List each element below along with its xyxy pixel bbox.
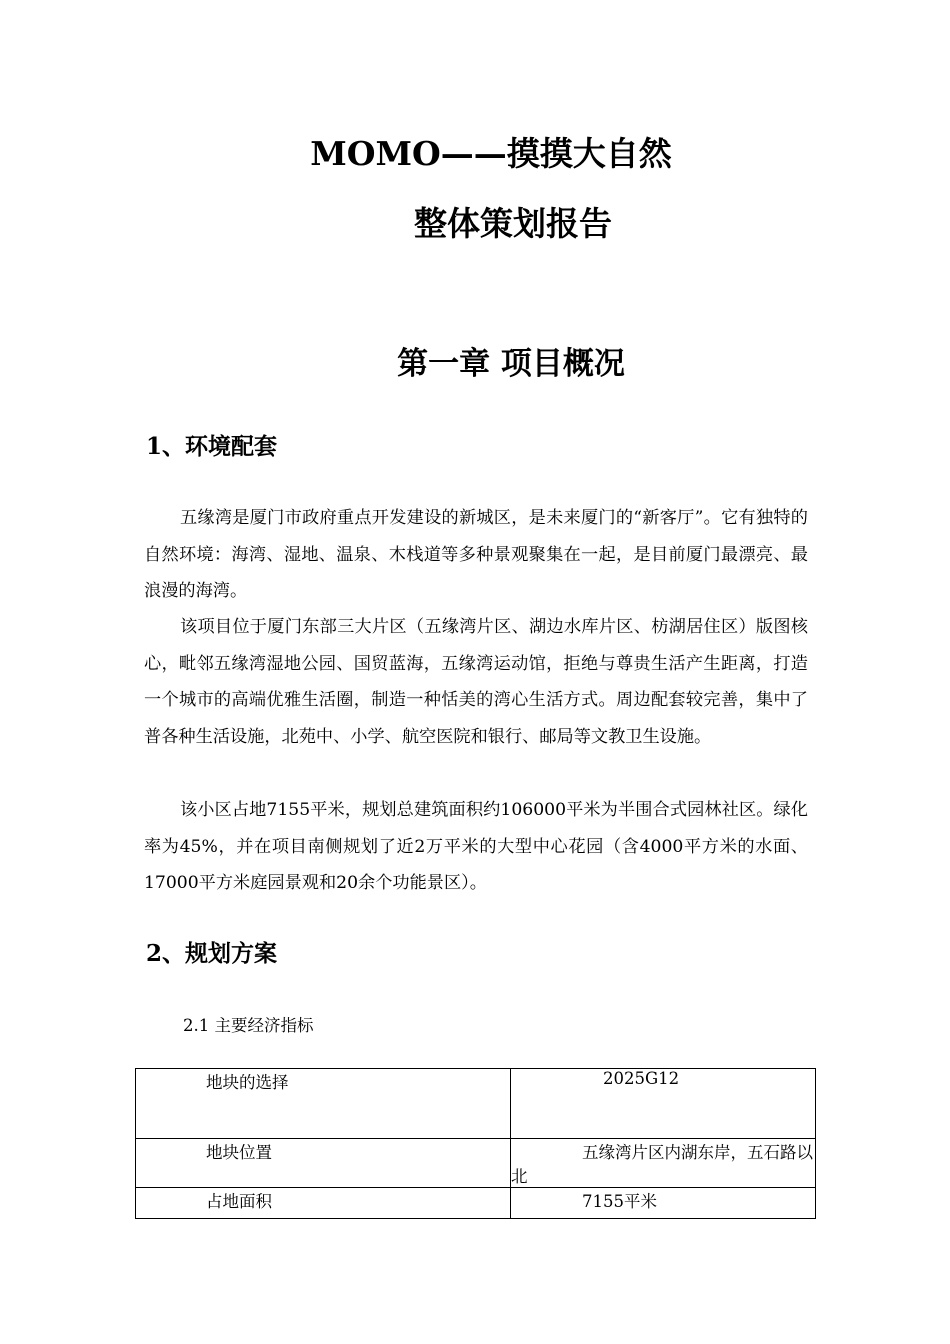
table-cell-label: 地块的选择 bbox=[136, 1069, 511, 1139]
table-cell-value-text: 2025G12 bbox=[603, 1069, 680, 1088]
section-heading-environment: 1、环境配套 bbox=[146, 433, 278, 460]
subsection-heading-economic-indicators: 2.1 主要经济指标 bbox=[183, 1016, 314, 1035]
table-row bbox=[136, 1069, 816, 1139]
paragraph-environment-1: 五缘湾是厦门市政府重点开发建设的新城区，是未来厦门的“新客厅”。它有独特的自然环境：海湾、湿地、温泉、木栈道等多种景观聚集在一起，是目前厦门最漂亮、最浪漫的海湾。 bbox=[144, 508, 808, 601]
table-cell-label: 占地面积 bbox=[136, 1188, 511, 1219]
paragraph-environment-3: 该小区占地7155平米，规划总建筑面积约106000平米为半围合式园林社区。绿化率为45%，并在项目南侧规划了近2万平米的大型中心花园（含4000平方米的水面、17000平方米庭园景观和20余个功能景区）。 bbox=[144, 800, 808, 893]
table-cell-value-text: 五缘湾片区内湖东岸，五石路以北 bbox=[511, 1143, 813, 1186]
table-row bbox=[136, 1139, 816, 1188]
section-heading-planning: 2、规划方案 bbox=[146, 940, 278, 967]
chapter-heading: 第一章 项目概况 bbox=[397, 346, 625, 382]
document-title-line1: MOMO——摸摸大自然 bbox=[310, 134, 672, 173]
table-cell-value bbox=[511, 1069, 816, 1139]
table-cell-value bbox=[511, 1188, 816, 1219]
economic-indicators-table bbox=[135, 1068, 816, 1219]
document-title-line2: 整体策划报告 bbox=[414, 204, 612, 243]
table-row bbox=[136, 1188, 816, 1219]
table-cell-value-text: 7155平米 bbox=[582, 1192, 657, 1211]
table-cell-label: 地块位置 bbox=[136, 1139, 511, 1188]
paragraph-environment-2: 该项目位于厦门东部三大片区（五缘湾片区、湖边水库片区、枋湖居住区）版图核心，毗邻五缘湾湿地公园、国贸蓝海，五缘湾运动馆，拒绝与尊贵生活产生距离，打造一个城市的高端优雅生活圈，制造一种恬美的湾心生活方式。周边配套较完善，集中了普各种生活设施，北苑中、小学、航空医院和银行、邮局等文教卫生设施。 bbox=[144, 617, 808, 747]
table-cell-value bbox=[511, 1139, 816, 1188]
